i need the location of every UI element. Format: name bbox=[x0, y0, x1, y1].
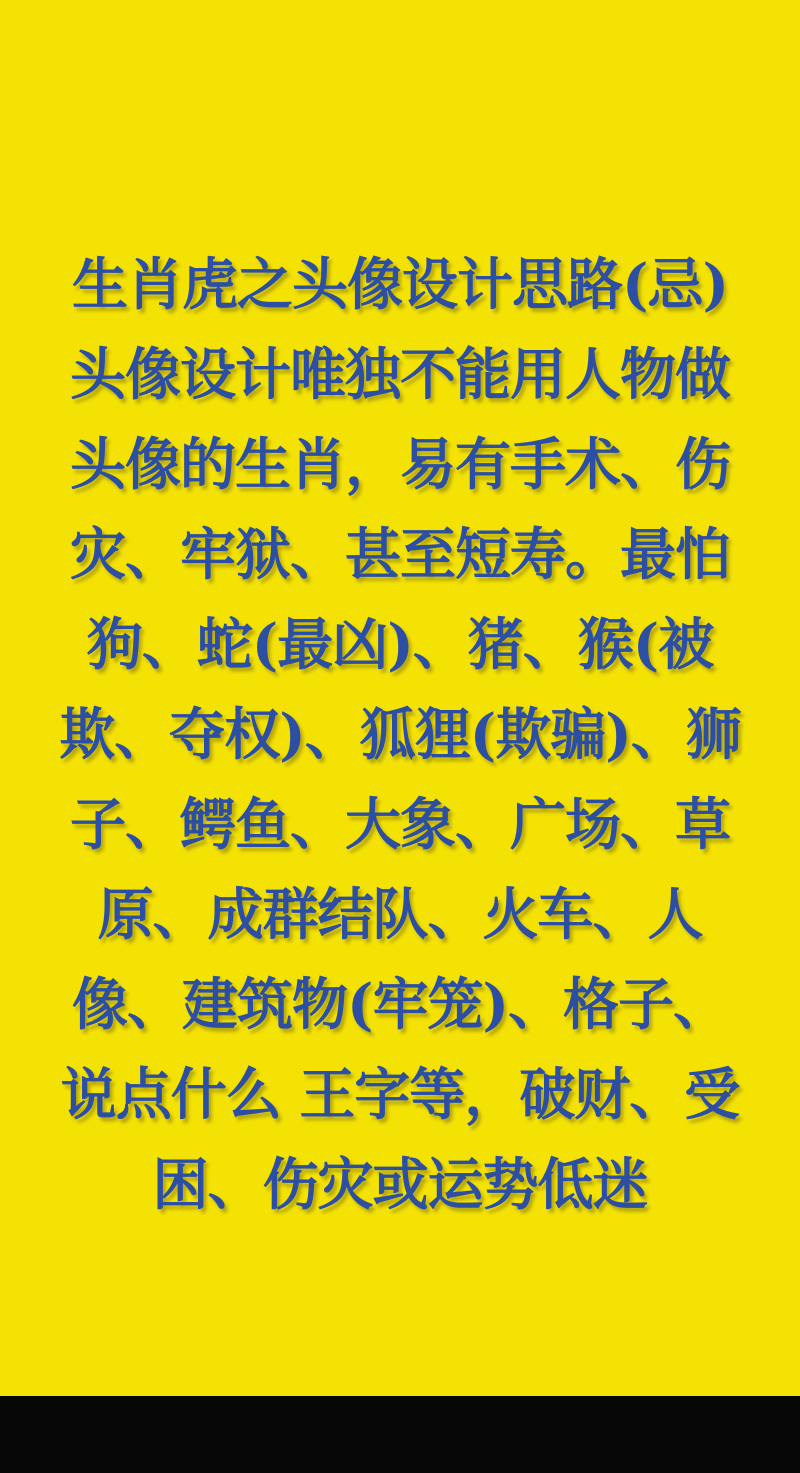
poster-text-line: 说点什么 王字等，破财、受 bbox=[60, 1062, 740, 1128]
poster-text-line: 灾、牢狱、甚至短寿。最怕 bbox=[70, 522, 730, 588]
poster-text-line: 欺、夺权)、狐狸(欺骗)、狮 bbox=[59, 702, 741, 768]
poster-text-line: 生肖虎之头像设计思路(忌) bbox=[72, 252, 728, 318]
poster-text-line: 原、成群结队、火车、人 bbox=[97, 882, 703, 948]
bottom-letterbox-bar bbox=[0, 1396, 800, 1473]
poster-text-line: 头像的生肖，易有手术、伤 bbox=[70, 432, 730, 498]
poster-text-line: 狗、蛇(最凶)、猪、猴(被 bbox=[86, 612, 714, 678]
poster-text-line: 像、建筑物(牢笼)、格子、 bbox=[72, 972, 728, 1038]
poster-text-line: 困、伤灾或运势低迷 bbox=[152, 1152, 648, 1218]
poster-text-line: 头像设计唯独不能用人物做 bbox=[70, 342, 730, 408]
poster-text-line: 子、鳄鱼、大象、广场、草 bbox=[70, 792, 730, 858]
poster-text-block bbox=[0, 240, 800, 1230]
